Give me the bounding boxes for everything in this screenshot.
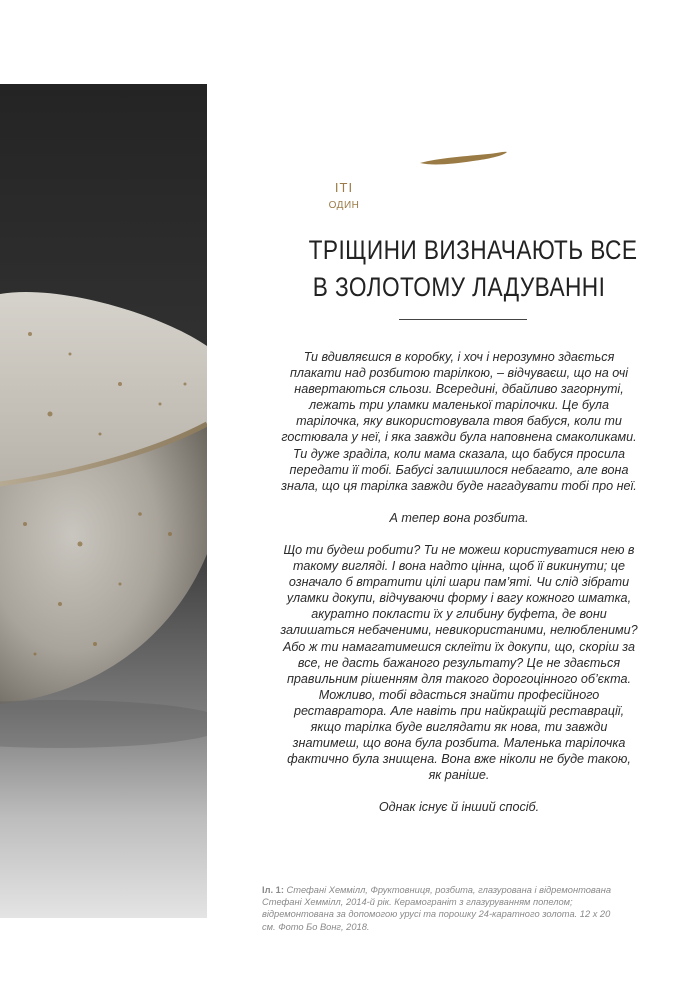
figure-caption [262, 884, 617, 933]
paragraph-3: Що ти будеш робити? Ти не можеш користуватися нею в такому вигляді. І вона надто цінна, щоб її викинути; це означало б втратити цілі шари пам’яті. Чи слід зібрати уламки докупи, відчуваючи форму і вагу кожного шматка, акуратно покласти їх у глибину буфета, де вони залишаться небаченими, невикористаними, нелюбленими? Або ж ти намагатимешся склеїти їх докупи, що, скоріш за все, не дасть бажаного результату? Це не здається правильним рішенням для такого дорогоцінного об’єкта. Можливо, тобі вдасться знайти професійного реставратора. Але навіть при найкращій реставрації, якщо тарілка буде виглядати як нова, ти завжди знатимеш, що вона була розбита. Маленька тарілочка фактично була знищена. Вона вже ніколи не буде такою, як раніше. [280, 542, 638, 783]
chapter-number: ITI [334, 180, 354, 195]
paragraph-1: Ти вдивляєшся в коробку, і хоч і нерозумно здається плакати над розбитою тарілкою, – відчуваєш, що на очі навертаються сльози. Всередині, дбайливо загорнуті, лежать три уламки маленької тарілочки. Це була тарілочка, яку використовувала твоя бабуся, коли ти гостювала у неї, і яка завжди була наповнена смаколиками. Ти дуже зраділа, коли мама сказала, що бабуся просила передати її тобі. Бабусі залишилося небагато, але вона знала, що ця тарілка завжди буде нагадувати тобі про неї. [281, 350, 637, 493]
caption-label: Іл. 1: [262, 885, 284, 895]
paragraph-4: Однак існує й інший спосіб. [378, 800, 540, 815]
brush-stroke-ornament [418, 148, 508, 168]
title-line-2: В ЗОЛОТОМУ ЛАДУВАННІ [312, 272, 606, 302]
chapter-word: ОДИН [328, 200, 360, 211]
chapter-title [308, 232, 638, 306]
paragraph-2: А тепер вона розбита. [389, 510, 529, 525]
title-divider [399, 319, 527, 320]
caption-text: Стефані Хеммілл, Фруктовниця, розбита, глазурована і відремонтована Стефані Хеммілл, 2014-й рік. Керамограніт з глазуруванням попелом; відремонтована за допомогою урусі та порошку 24-каратного золота. 12 х 20 см. Фото Бо Вонг, 2018. [262, 885, 611, 932]
body-text [280, 349, 638, 831]
title-line-1: ТРІЩИНИ ВИЗНАЧАЮТЬ ВСЕ [308, 235, 638, 265]
